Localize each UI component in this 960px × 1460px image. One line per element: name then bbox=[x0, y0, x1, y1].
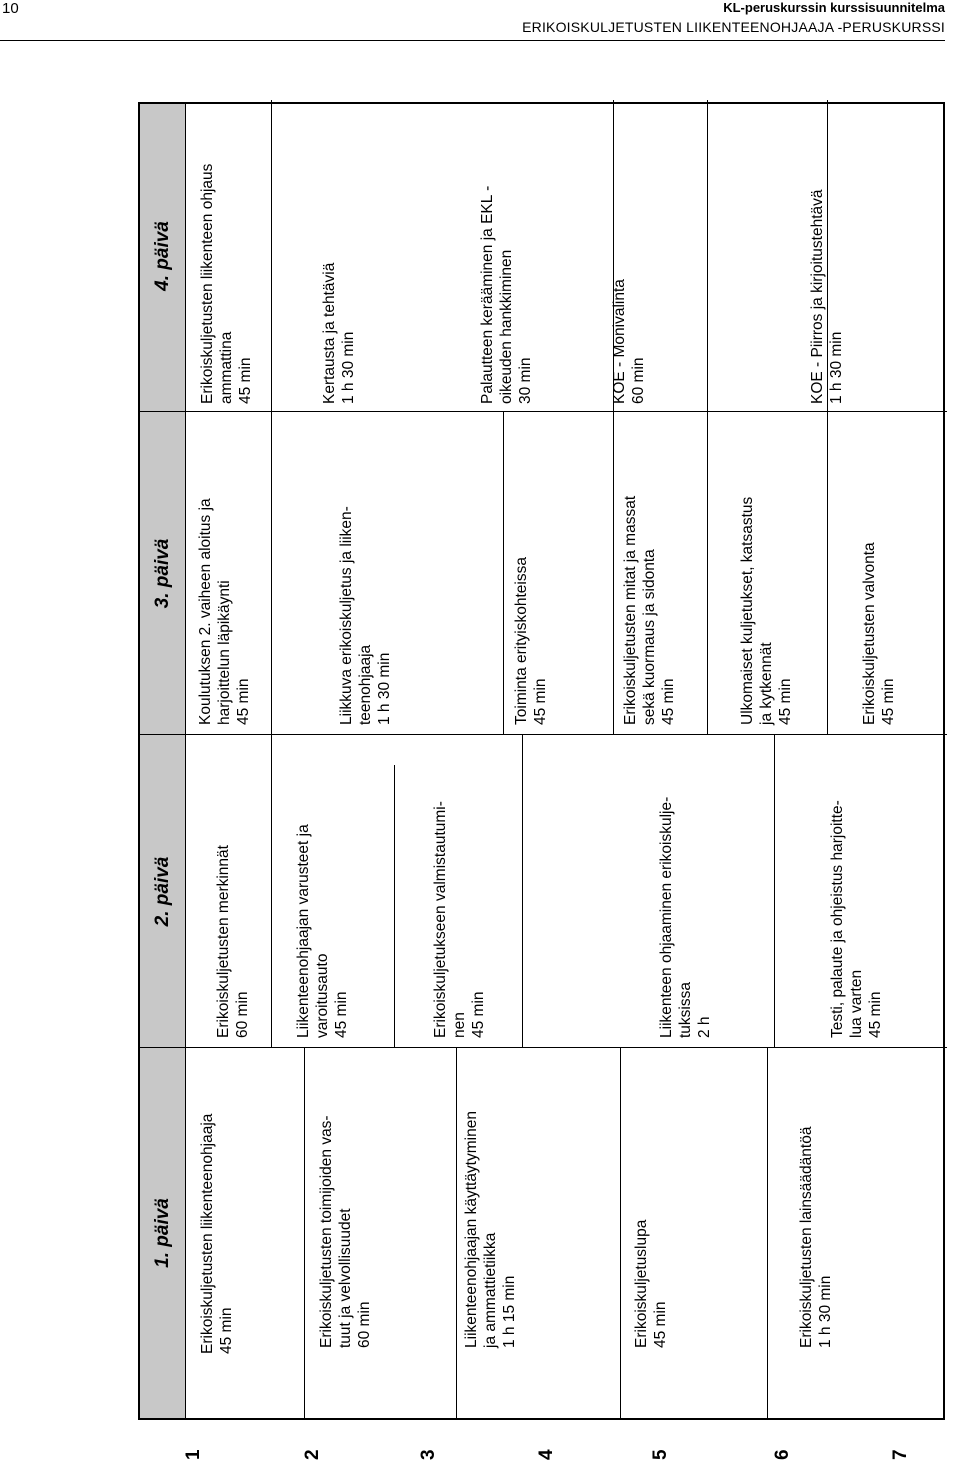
row-number-3: 3 bbox=[418, 1449, 439, 1460]
day-3-session-2: Liikkuva erikoiskuljetus ja liiken- teenohjaaja 1 h 30 min bbox=[338, 506, 393, 725]
day-4-session-4: KOE - Monivalinta 60 min bbox=[611, 279, 647, 404]
day-2-heading: 2. päivä bbox=[152, 856, 173, 927]
day-1-heading: 1. päivä bbox=[152, 1198, 173, 1268]
row-divider bbox=[271, 100, 272, 412]
row-divider bbox=[827, 412, 828, 735]
row-number-6: 6 bbox=[772, 1449, 793, 1460]
day-3-session-6: Erikoiskuljetusten valvonta 45 min bbox=[861, 542, 897, 725]
day-3-session-3: Toiminta erityiskohteissa 45 min bbox=[513, 557, 549, 725]
day-3-heading: 3. päivä bbox=[152, 538, 173, 609]
day-1-session-5: Erikoiskuljetusten lainsäädäntöä 1 h 30 min bbox=[798, 1126, 834, 1348]
day-1-session-1: Erikoiskuljetusten liikenteenohjaaja 45 min bbox=[199, 1113, 235, 1354]
document-title: KL-peruskurssin kurssisuunnitelma bbox=[723, 0, 945, 15]
day-separator bbox=[140, 734, 947, 735]
row-divider bbox=[271, 735, 272, 1048]
row-divider bbox=[767, 1048, 768, 1418]
day-2-session-4: Liikenteen ohjaaminen erikoiskulje- tuksissa 2 h bbox=[658, 796, 713, 1038]
day-separator bbox=[140, 1047, 947, 1048]
day-4-heading: 4. päivä bbox=[152, 221, 173, 291]
day-2-session-1: Erikoiskuljetusten merkinnät 60 min bbox=[215, 845, 251, 1038]
document-subtitle: ERIKOISKULJETUSTEN LIIKENTEENOHJAAJA -PERUSKURSSI bbox=[522, 19, 945, 35]
day-1-session-2: Erikoiskuljetusten toimijoiden vas- tuut ja velvollisuudet 60 min bbox=[318, 1115, 373, 1348]
day-2-session-3: Erikoiskuljetukseen valmistautumi- nen 45 min bbox=[432, 801, 487, 1038]
table-header-row bbox=[140, 104, 186, 1418]
day-4-session-1: Erikoiskuljetusten liikenteen ohjaus ammattina 45 min bbox=[199, 163, 254, 404]
row-number-4: 4 bbox=[536, 1449, 557, 1460]
page-number: 10 bbox=[2, 0, 19, 17]
day-4-session-3: Palautteen kerääminen ja EKL - oikeuden hankkiminen 30 min bbox=[479, 185, 534, 404]
schedule-table-rotated bbox=[138, 102, 945, 1460]
row-number-2: 2 bbox=[302, 1449, 323, 1460]
row-number-7: 7 bbox=[890, 1449, 911, 1460]
row-divider bbox=[456, 1048, 457, 1418]
day-2-session-2: Liikenteenohjaajan varusteet ja varoitusauto 45 min bbox=[295, 824, 350, 1038]
header-rule bbox=[0, 40, 945, 41]
day-3-session-1: Koulutuksen 2. vaiheen aloitus ja harjoittelun läpikäynti 45 min bbox=[197, 498, 252, 725]
day-4-session-5: KOE - Piirros ja kirjoitustehtävä 1 h 30 min bbox=[809, 189, 845, 404]
row-divider bbox=[620, 1048, 621, 1418]
day-4-session-2: Kertausta ja tehtäviä 1 h 30 min bbox=[321, 262, 357, 404]
row-divider bbox=[503, 412, 504, 735]
schedule-table bbox=[138, 102, 945, 1420]
row-divider bbox=[613, 412, 614, 735]
row-divider bbox=[394, 765, 395, 1048]
row-number-5: 5 bbox=[650, 1449, 671, 1460]
row-divider bbox=[271, 412, 272, 735]
row-divider bbox=[707, 100, 708, 412]
day-3-session-4: Erikoiskuljetusten mitat ja massat sekä kuormaus ja sidonta 45 min bbox=[622, 495, 677, 725]
day-3-session-5: Ulkomaiset kuljetukset, katsastus ja kytkennät 45 min bbox=[739, 496, 794, 725]
day-2-session-5: Testi, palaute ja ohjeistus harjoitte- lua varten 45 min bbox=[829, 800, 884, 1038]
day-separator bbox=[140, 411, 947, 412]
row-divider bbox=[304, 1048, 305, 1418]
day-1-session-4: Erikoiskuljetuslupa 45 min bbox=[633, 1219, 669, 1348]
row-divider bbox=[707, 412, 708, 735]
row-divider bbox=[774, 735, 775, 1048]
row-number-1: 1 bbox=[183, 1449, 204, 1460]
day-1-session-3: Liikenteenohjaajan käyttäytyminen ja ammattietiikka 1 h 15 min bbox=[463, 1111, 518, 1348]
row-divider bbox=[522, 735, 523, 1048]
